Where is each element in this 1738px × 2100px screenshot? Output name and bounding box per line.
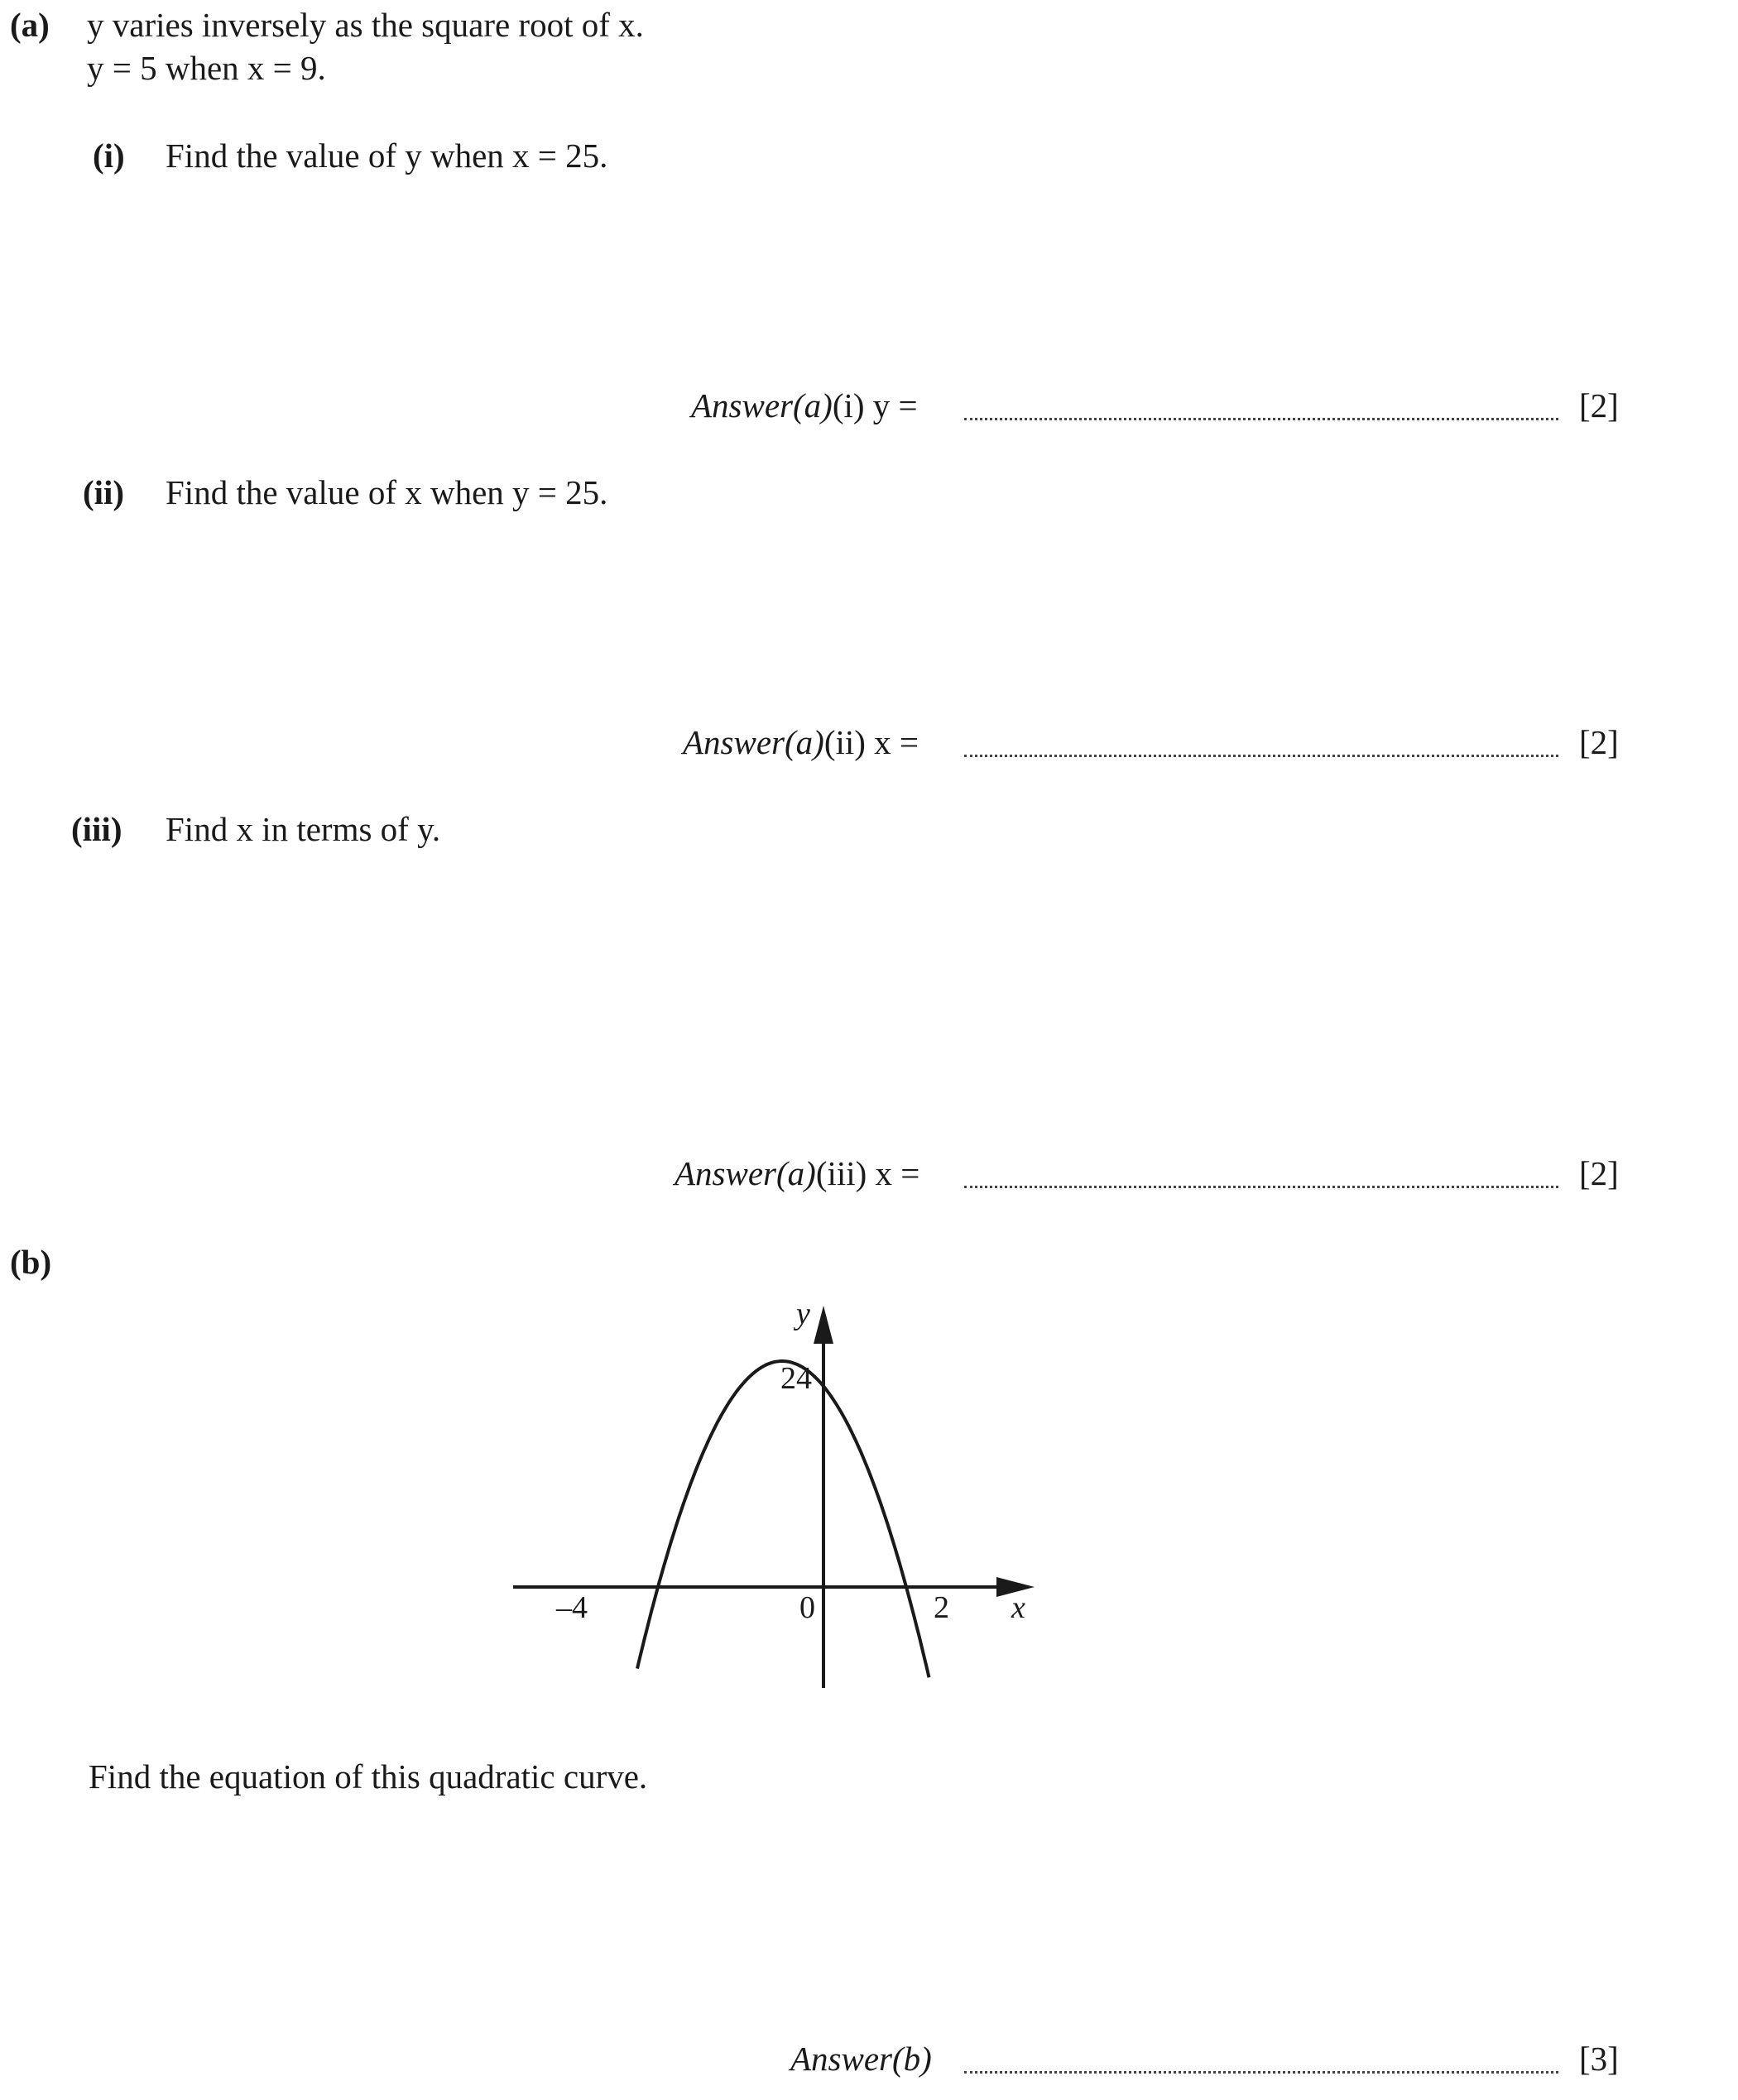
part-a-stem-line-2: y = 5 when x = 9. (87, 49, 326, 87)
answer-a-ii-line[interactable] (964, 755, 1558, 757)
answer-a-ii-prefix: Answer(a) (683, 723, 824, 761)
answer-a-iii-line[interactable] (964, 1186, 1558, 1188)
sub-iii-question: Find x in terms of y. (166, 810, 441, 848)
quadratic-graph (497, 1283, 1059, 1704)
marks-b: [3] (1579, 2040, 1619, 2078)
marks-a-iii: [2] (1579, 1154, 1619, 1192)
answer-a-i-prefix: Answer(a) (691, 386, 833, 424)
sub-i-label: (i) (93, 137, 125, 175)
origin-label: 0 (799, 1590, 815, 1625)
marks-a-ii: [2] (1579, 723, 1619, 761)
answer-a-iii-part: (iii) x = (815, 1154, 920, 1192)
sub-iii-label: (iii) (71, 810, 122, 848)
answer-a-ii-label (683, 723, 919, 761)
answer-a-i-label (691, 386, 918, 424)
answer-a-i-line[interactable] (964, 418, 1558, 420)
x-axis-label: x (1011, 1590, 1025, 1625)
part-a-label: (a) (10, 6, 50, 44)
answer-a-iii-prefix: Answer(a) (675, 1154, 816, 1192)
answer-a-ii-part: (ii) x = (823, 723, 919, 761)
sub-i-question: Find the value of y when x = 25. (166, 137, 608, 175)
part-b-label: (b) (10, 1243, 52, 1281)
part-b-question: Find the equation of this quadratic curve. (89, 1757, 648, 1796)
y-axis-arrow (814, 1306, 833, 1344)
answer-a-iii-label (675, 1154, 920, 1192)
part-a-stem-line-1: y varies inversely as the square root of x. (87, 6, 644, 44)
parabola-curve (637, 1361, 929, 1677)
y-intercept-label: 24 (780, 1361, 812, 1396)
root-right-label: 2 (934, 1590, 949, 1625)
y-axis-label: y (796, 1297, 810, 1331)
answer-a-i-part: (i) y = (832, 386, 918, 424)
root-left-label: –4 (556, 1590, 588, 1625)
marks-a-i: [2] (1579, 386, 1619, 424)
answer-b-label: Answer(b) (790, 2040, 932, 2078)
sub-ii-label: (ii) (83, 473, 125, 511)
answer-b-line[interactable] (964, 2071, 1558, 2074)
sub-ii-question: Find the value of x when y = 25. (166, 473, 608, 511)
